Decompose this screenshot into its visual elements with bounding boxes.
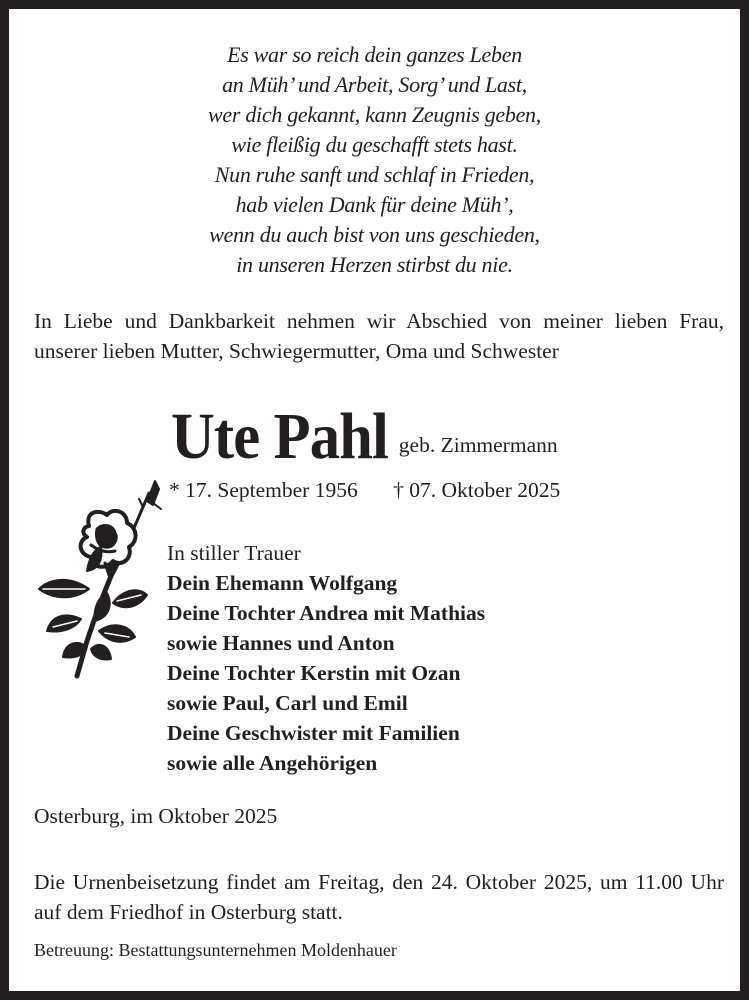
poem-line: hab vielen Dank für deine Müh’,	[235, 192, 514, 217]
birth-date: * 17. September 1956	[169, 478, 358, 502]
mourner-line: Deine Tochter Kerstin mit Ozan	[167, 661, 461, 685]
poem-line: wie fleißig du geschafft stets hast.	[231, 132, 518, 157]
poem	[9, 40, 740, 280]
death-date: † 07. Oktober 2025	[393, 478, 561, 502]
obituary-notice	[9, 9, 740, 991]
poem-line: Nun ruhe sanft und schlaf in Frieden,	[214, 162, 535, 187]
poem-line: an Müh’ und Arbeit, Sorg’ und Last,	[222, 72, 527, 97]
deceased-name-row	[171, 402, 558, 472]
mourner-line: Deine Tochter Andrea mit Mathias	[167, 601, 486, 625]
rose-icon	[29, 471, 164, 686]
poem-line: Es war so reich dein ganzes Leben	[227, 42, 522, 67]
mourners-heading: In stiller Trauer	[167, 541, 301, 565]
funeral-home-credit: Betreuung: Bestattungsunternehmen Moldenhauer	[34, 940, 397, 960]
mourner-line: sowie alle Angehörigen	[167, 751, 378, 775]
maiden-name: geb. Zimmermann	[398, 433, 558, 457]
mourner-line: Deine Geschwister mit Familien	[167, 721, 460, 745]
intro-text: In Liebe und Dankbarkeit nehmen wir Abschied von meiner lieben Frau, unserer lieben Mutter, Schwiegermutter, Oma und Schwester	[34, 309, 724, 363]
poem-line: wenn du auch bist von uns geschieden,	[209, 222, 540, 247]
mourner-line: Dein Ehemann Wolfgang	[167, 571, 398, 595]
mourner-line: sowie Hannes und Anton	[167, 631, 395, 655]
poem-line: in unseren Herzen stirbst du nie.	[236, 252, 513, 277]
burial-info: Die Urnenbeisetzung findet am Freitag, den 24. Oktober 2025, um 11.00 Uhr auf dem Friedhof in Osterburg statt.	[34, 870, 724, 924]
place-date: Osterburg, im Oktober 2025	[34, 804, 278, 828]
mourner-line: sowie Paul, Carl und Emil	[167, 691, 408, 715]
deceased-name: Ute Pahl	[171, 400, 388, 473]
poem-line: wer dich gekannt, kann Zeugnis geben,	[208, 102, 541, 127]
life-dates	[169, 478, 560, 503]
mourners-list	[167, 538, 485, 778]
